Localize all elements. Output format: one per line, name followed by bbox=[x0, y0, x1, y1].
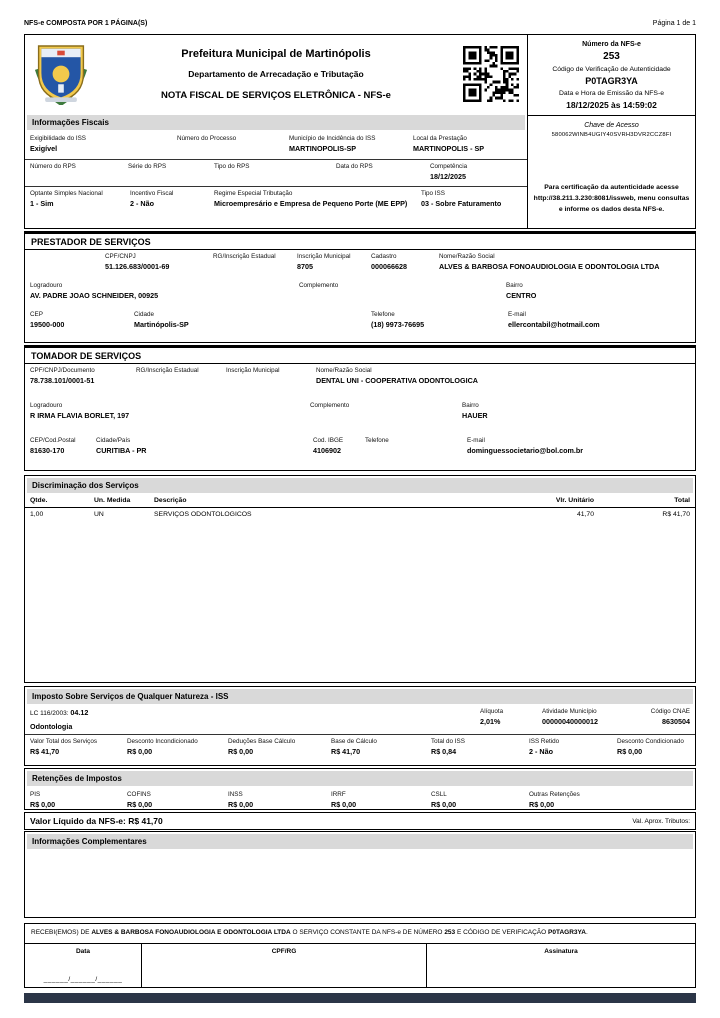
field-valor-total-servicos bbox=[30, 738, 123, 756]
section-header-tomador: TOMADOR DE SERVIÇOS bbox=[25, 348, 695, 364]
fiscal-info-row-1 bbox=[25, 132, 527, 159]
prestador-section bbox=[24, 231, 696, 343]
field-irrf bbox=[331, 791, 427, 809]
field-label: CEP bbox=[30, 311, 43, 318]
service-total: R$ 41,70 bbox=[662, 511, 690, 518]
receipt-mid1: O SERVIÇO CONSTANTE DA NFS-e DE NÚMERO bbox=[292, 929, 443, 936]
verification-code: P0TAGR3YA bbox=[585, 76, 638, 86]
field-value bbox=[30, 172, 124, 181]
nfse-number-box bbox=[527, 35, 695, 228]
receipt-nfse-number: 253 bbox=[444, 929, 456, 936]
field-optante-simples bbox=[30, 190, 126, 208]
field-label: RG/Inscrição Estadual bbox=[136, 367, 199, 374]
field-base-calculo bbox=[331, 738, 427, 756]
field-numero-rps bbox=[30, 163, 124, 181]
field-value: MARTINOPOLIS - SP bbox=[413, 144, 485, 153]
field-value: R$ 0,00 bbox=[228, 747, 254, 756]
field-value: R$ 0,84 bbox=[431, 747, 457, 756]
field-prestador-cidade bbox=[134, 311, 367, 329]
field-tomador-logradouro bbox=[30, 402, 306, 420]
field-value: 51.126.683/0001-69 bbox=[105, 262, 170, 271]
field-value bbox=[213, 262, 293, 271]
receipt-statement bbox=[25, 924, 695, 944]
field-local-prestacao bbox=[413, 135, 522, 153]
field-value: 1 - Sim bbox=[30, 199, 54, 208]
field-value: 00000040000012 bbox=[542, 717, 598, 726]
service-qty: 1,00 bbox=[30, 511, 44, 518]
header-titles bbox=[97, 48, 455, 101]
field-label: Data do RPS bbox=[336, 163, 373, 170]
field-prestador-inscricao-municipal bbox=[297, 253, 367, 271]
nfse-number: 253 bbox=[603, 51, 620, 62]
iss-lc-label: LC 116/2003: bbox=[30, 710, 69, 717]
field-value: Exigível bbox=[30, 144, 58, 153]
field-label: E-mail bbox=[508, 311, 526, 318]
field-iss-retido bbox=[529, 738, 613, 756]
field-prestador-telefone bbox=[371, 311, 504, 329]
field-serie-rps bbox=[128, 163, 210, 181]
net-value-amount: R$ 41,70 bbox=[128, 816, 163, 826]
field-value: 2 - Não bbox=[130, 199, 154, 208]
field-label: E-mail bbox=[467, 437, 485, 444]
field-label: Tipo do RPS bbox=[214, 163, 250, 170]
field-label: Nome/Razão Social bbox=[316, 367, 372, 374]
field-value: 000066628 bbox=[371, 262, 407, 271]
field-incentivo-fiscal bbox=[130, 190, 210, 208]
field-label: CEP/Cod.Postal bbox=[30, 437, 76, 444]
verification-label: Código de Verificação de Autenticidade bbox=[552, 66, 671, 73]
field-label: Número do RPS bbox=[30, 163, 76, 170]
field-value: R$ 0,00 bbox=[30, 800, 56, 809]
field-tomador-bairro bbox=[462, 402, 690, 420]
services-empty-area bbox=[25, 521, 695, 682]
field-tipo-iss bbox=[421, 190, 522, 208]
iss-lc-line bbox=[30, 708, 88, 717]
service-unit-value: 41,70 bbox=[576, 511, 594, 518]
column-header-description: Descrição bbox=[154, 497, 187, 504]
tomador-row-1 bbox=[25, 364, 695, 399]
field-value: 4106902 bbox=[313, 446, 341, 455]
field-prestador-email bbox=[508, 311, 690, 329]
receipt-provider-name: ALVES & BARBOSA FONOAUDIOLOGIA E ODONTOLOGIA LTDA bbox=[91, 929, 291, 936]
iss-activity-code bbox=[30, 708, 88, 731]
iss-lc-code: 04.12 bbox=[70, 708, 89, 717]
field-label: Base de Cálculo bbox=[331, 738, 377, 745]
field-label: Inscrição Municipal bbox=[226, 367, 280, 374]
field-label: COFINS bbox=[127, 791, 151, 798]
field-label: IRRF bbox=[331, 791, 346, 798]
field-value: 8630504 bbox=[662, 717, 690, 726]
field-label: Logradouro bbox=[30, 282, 63, 289]
receipt-date-cell bbox=[25, 944, 141, 987]
document-title: NOTA FISCAL DE SERVIÇOS ELETRÔNICA - NFS-e bbox=[161, 89, 391, 101]
service-description: SERVIÇOS ODONTOLOGICOS bbox=[154, 511, 252, 518]
section-header-prestador: PRESTADOR DE SERVIÇOS bbox=[25, 234, 695, 250]
field-value bbox=[299, 291, 502, 300]
receipt-suffix: . bbox=[585, 929, 588, 936]
field-label: Bairro bbox=[506, 282, 523, 289]
field-value: (18) 9973-76695 bbox=[371, 320, 425, 329]
field-value: ellercontabil@hotmail.com bbox=[508, 320, 600, 329]
footer-bar bbox=[24, 993, 696, 1003]
field-prestador-logradouro bbox=[30, 282, 295, 300]
field-value: 8705 bbox=[297, 262, 313, 271]
field-label: PIS bbox=[30, 791, 41, 798]
services-section bbox=[24, 475, 696, 683]
receipt-stub bbox=[24, 923, 696, 988]
field-label: Complemento bbox=[310, 402, 350, 409]
iss-activity-name: Odontologia bbox=[30, 722, 73, 731]
field-label: Deduções Base Cálculo bbox=[228, 738, 296, 745]
fiscal-info-row-2 bbox=[25, 159, 527, 186]
field-tomador-complemento bbox=[310, 402, 458, 420]
field-label: Tipo ISS bbox=[421, 190, 445, 197]
field-prestador-cnpj bbox=[105, 253, 209, 271]
field-label: Município de Incidência do ISS bbox=[289, 135, 376, 142]
field-label: Bairro bbox=[462, 402, 479, 409]
field-value: ALVES & BARBOSA FONOAUDIOLOGIA E ODONTOLOGIA LTDA bbox=[439, 262, 660, 271]
field-value: 78.738.101/0001-51 bbox=[30, 376, 95, 385]
iss-section bbox=[24, 686, 696, 766]
emission-label: Data e Hora de Emissão da NFS-e bbox=[558, 90, 665, 97]
section-header-retencoes: Retenções de Impostos bbox=[27, 771, 693, 786]
field-deducoes-base-calculo bbox=[228, 738, 327, 756]
page-indicator: Página 1 de 1 bbox=[652, 20, 696, 27]
net-value-bar bbox=[24, 812, 696, 830]
field-value: HAUER bbox=[462, 411, 488, 420]
nfse-number-label: Número da NFS-e bbox=[582, 41, 641, 48]
field-tomador-cep bbox=[30, 437, 92, 455]
field-numero-processo bbox=[177, 135, 285, 153]
field-label: CPF/CNPJ bbox=[105, 253, 136, 260]
receipt-date-label: Data bbox=[75, 948, 91, 955]
receipt-prefix: RECEBI(EMOS) DE bbox=[31, 929, 90, 936]
masthead bbox=[25, 35, 527, 113]
section-header-services: Discriminação dos Serviços bbox=[27, 478, 693, 493]
field-prestador-razao-social bbox=[439, 253, 690, 271]
field-value: R$ 0,00 bbox=[127, 747, 153, 756]
field-label: Desconto Condicionado bbox=[617, 738, 684, 745]
field-value: 2 - Não bbox=[529, 747, 553, 756]
field-value: R IRMA FLAVIA BORLET, 197 bbox=[30, 411, 130, 420]
field-tomador-cidade-pais bbox=[96, 437, 309, 455]
field-label: RG/Inscrição Estadual bbox=[213, 253, 276, 260]
field-tomador-razao-social bbox=[316, 367, 690, 385]
field-codigo-cnae bbox=[634, 708, 690, 726]
field-exigibilidade-iss bbox=[30, 135, 173, 153]
field-value: 18/12/2025 bbox=[430, 172, 466, 181]
column-header-unit-value: Vlr. Unitário bbox=[555, 497, 594, 504]
iss-activity-row bbox=[25, 706, 695, 734]
service-unit: UN bbox=[94, 511, 104, 518]
field-value bbox=[177, 144, 285, 153]
field-label: INSS bbox=[228, 791, 243, 798]
field-value: 2,01% bbox=[480, 717, 501, 726]
field-value bbox=[136, 376, 222, 385]
column-header-unit: Un. Medida bbox=[94, 497, 131, 504]
field-value bbox=[365, 446, 463, 455]
field-inss bbox=[228, 791, 327, 809]
field-label: Total do ISS bbox=[431, 738, 465, 745]
field-prestador-rg-ie bbox=[213, 253, 293, 271]
receipt-mid2: E CÓDIGO DE VERIFICAÇÃO bbox=[456, 929, 547, 936]
field-desconto-incondicionado bbox=[127, 738, 224, 756]
field-label: Valor Total dos Serviços bbox=[30, 738, 97, 745]
field-label: Atividade Município bbox=[542, 708, 597, 715]
net-value-label: Valor Líquido da NFS-e: bbox=[30, 816, 126, 826]
field-label: Exigibilidade do ISS bbox=[30, 135, 87, 142]
field-label: Logradouro bbox=[30, 402, 63, 409]
field-value bbox=[214, 172, 332, 181]
fiscal-info-row-3 bbox=[25, 186, 527, 210]
field-value: CURITIBA - PR bbox=[96, 446, 147, 455]
field-value: AV. PADRE JOAO SCHNEIDER, 00925 bbox=[30, 291, 159, 300]
field-value bbox=[310, 411, 458, 420]
municipality-name: Prefeitura Municipal de Martinópolis bbox=[181, 47, 371, 60]
field-label: Série do RPS bbox=[128, 163, 167, 170]
access-key-label: Chave de Acesso bbox=[584, 122, 639, 129]
retencoes-row bbox=[25, 788, 695, 810]
field-prestador-complemento bbox=[299, 282, 502, 300]
receipt-signature-row bbox=[25, 944, 695, 987]
receipt-date-placeholder: ______/______/______ bbox=[43, 976, 123, 983]
column-header-total: Total bbox=[674, 497, 690, 504]
field-value: R$ 0,00 bbox=[127, 800, 153, 809]
receipt-signature-cell bbox=[426, 944, 695, 987]
field-value: R$ 0,00 bbox=[529, 800, 555, 809]
field-label: Telefone bbox=[371, 311, 395, 318]
pages-note: NFS-e COMPOSTA POR 1 PÁGINA(S) bbox=[24, 20, 148, 27]
field-competencia bbox=[430, 163, 522, 181]
access-key: 580062WINB4UGIY40SVRH3DVR2CCZ8FI bbox=[551, 132, 672, 138]
field-label: Cidade bbox=[134, 311, 154, 318]
field-label: Cidade/País bbox=[96, 437, 131, 444]
field-label: Regime Especial Tributação bbox=[214, 190, 293, 197]
field-regime-especial bbox=[214, 190, 417, 208]
field-tomador-telefone bbox=[365, 437, 463, 455]
net-value bbox=[30, 816, 163, 826]
field-label: CSLL bbox=[431, 791, 447, 798]
header-left-column bbox=[25, 35, 527, 228]
field-value: dominguessocietario@bol.com.br bbox=[467, 446, 584, 455]
field-value: Microempresário e Empresa de Pequeno Porte (ME EPP) bbox=[214, 199, 408, 208]
tomador-row-2 bbox=[25, 399, 695, 434]
qr-code-image bbox=[463, 46, 519, 102]
field-label: Competência bbox=[430, 163, 468, 170]
column-header-qty: Qtde. bbox=[30, 497, 48, 504]
field-label: CPF/CNPJ/Documento bbox=[30, 367, 95, 374]
iss-amounts-row bbox=[25, 734, 695, 762]
tomador-section bbox=[24, 345, 696, 471]
field-label: Desconto Incondicionado bbox=[127, 738, 198, 745]
receipt-cpf-label: CPF/RG bbox=[271, 948, 297, 955]
field-value: R$ 0,00 bbox=[617, 747, 643, 756]
field-value: R$ 0,00 bbox=[331, 800, 357, 809]
certification-note: Para certificação da autenticidade acesse http://38.211.3.230:8081/issweb, menu consultas e informe os dados desta NFS-e. bbox=[533, 184, 690, 214]
field-value: R$ 41,70 bbox=[30, 747, 60, 756]
field-label: Complemento bbox=[299, 282, 339, 289]
field-cofins bbox=[127, 791, 224, 809]
receipt-verification-code: P0TAGR3YA bbox=[548, 929, 586, 936]
receipt-cpf-cell bbox=[141, 944, 426, 987]
field-label: ISS Retido bbox=[529, 738, 560, 745]
field-data-rps bbox=[336, 163, 426, 181]
field-label: Número do Processo bbox=[177, 135, 237, 142]
field-value: R$ 0,00 bbox=[228, 800, 254, 809]
page-topline bbox=[24, 20, 696, 27]
field-tomador-cod-ibge bbox=[313, 437, 361, 455]
field-municipio-incidencia bbox=[289, 135, 409, 153]
complementary-info-section bbox=[24, 831, 696, 918]
field-value: MARTINOPOLIS-SP bbox=[289, 144, 357, 153]
field-label: Cod. IBGE bbox=[313, 437, 344, 444]
field-outras-retencoes bbox=[529, 791, 690, 809]
field-label: Telefone bbox=[365, 437, 389, 444]
approx-taxes-label: Val. Aprox. Tributos: bbox=[632, 817, 690, 825]
prestador-row-2 bbox=[25, 279, 695, 308]
receipt-signature-label: Assinatura bbox=[544, 948, 578, 955]
field-value: CENTRO bbox=[506, 291, 537, 300]
prestador-row-3 bbox=[25, 308, 695, 335]
emission-datetime: 18/12/2025 às 14:59:02 bbox=[566, 100, 657, 110]
field-prestador-cep bbox=[30, 311, 130, 329]
retencoes-section bbox=[24, 768, 696, 810]
field-tomador-rg-ie bbox=[136, 367, 222, 385]
field-atividade-municipio bbox=[542, 708, 626, 726]
field-label: Alíquota bbox=[480, 708, 504, 715]
field-value bbox=[336, 172, 426, 181]
field-value: 81630-170 bbox=[30, 446, 65, 455]
field-tipo-rps bbox=[214, 163, 332, 181]
field-tomador-email bbox=[467, 437, 690, 455]
divider bbox=[528, 115, 695, 116]
field-csll bbox=[431, 791, 525, 809]
field-pis bbox=[30, 791, 123, 809]
section-header-iss: Imposto Sobre Serviços de Qualquer Natureza - ISS bbox=[27, 689, 693, 704]
field-value bbox=[128, 172, 210, 181]
field-value: R$ 41,70 bbox=[331, 747, 361, 756]
document-header-box bbox=[24, 34, 696, 229]
prestador-row-1 bbox=[25, 250, 695, 279]
tomador-row-3 bbox=[25, 434, 695, 466]
field-prestador-bairro bbox=[506, 282, 690, 300]
field-value: 19500-000 bbox=[30, 320, 65, 329]
field-desconto-condicionado bbox=[617, 738, 690, 756]
field-label: Incentivo Fiscal bbox=[130, 190, 174, 197]
services-table-header bbox=[25, 495, 695, 508]
field-total-iss bbox=[431, 738, 525, 756]
field-prestador-cadastro bbox=[371, 253, 435, 271]
field-value: DENTAL UNI - COOPERATIVA ODONTOLOGICA bbox=[316, 376, 478, 385]
field-label: Cadastro bbox=[371, 253, 397, 260]
field-aliquota bbox=[480, 708, 534, 726]
field-value: 03 - Sobre Faturamento bbox=[421, 199, 502, 208]
municipal-coat-of-arms-icon bbox=[33, 43, 89, 105]
iss-rate-block bbox=[480, 708, 690, 731]
field-label: Outras Retenções bbox=[529, 791, 580, 798]
section-header-fiscal-info: Informações Fiscais bbox=[27, 115, 525, 130]
section-header-complementares: Informações Complementares bbox=[27, 834, 693, 849]
field-value bbox=[226, 376, 312, 385]
field-tomador-documento bbox=[30, 367, 132, 385]
field-value: Martinópolis-SP bbox=[134, 320, 189, 329]
field-value: R$ 0,00 bbox=[431, 800, 457, 809]
field-label: Optante Simples Nacional bbox=[30, 190, 103, 197]
field-label: Código CNAE bbox=[650, 708, 690, 715]
field-label: Local da Prestação bbox=[413, 135, 467, 142]
field-label: Inscrição Municipal bbox=[297, 253, 351, 260]
field-label: Nome/Razão Social bbox=[439, 253, 495, 260]
department-name: Departamento de Arrecadação e Tributação bbox=[188, 68, 364, 79]
field-tomador-inscricao-municipal bbox=[226, 367, 312, 385]
service-table-row bbox=[25, 508, 695, 521]
